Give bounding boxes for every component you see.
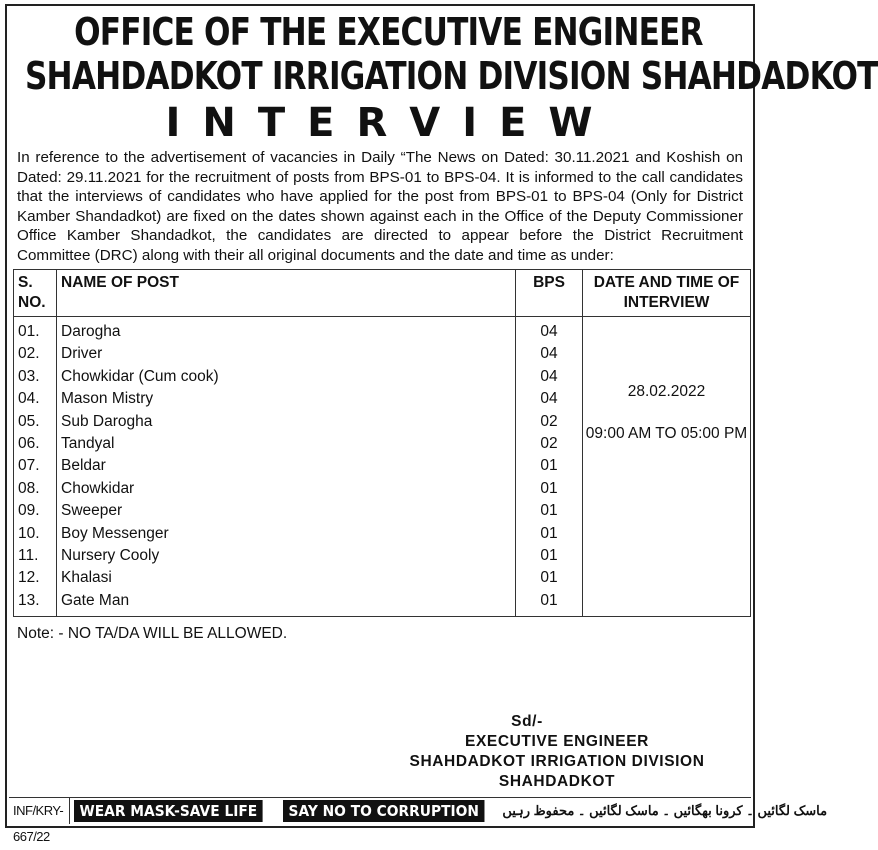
header-sno: S. NO. <box>14 270 57 317</box>
bps-cell: 01 <box>540 479 558 497</box>
bps-cell: 04 <box>540 345 558 363</box>
post-name-cell: Chowkidar (Cum cook) <box>61 367 219 385</box>
signature-location: SHAHDADKOT <box>498 773 616 790</box>
bps-cell: 01 <box>540 502 558 520</box>
office-title: OFFICE OF THE EXECUTIVE ENGINEER <box>74 10 703 54</box>
bps-cell: 01 <box>540 457 558 475</box>
post-name-cell: Sweeper <box>61 502 123 520</box>
post-name-cell: Driver <box>61 345 103 363</box>
bps-cell: 02 <box>540 412 558 430</box>
post-name-cell: Mason Mistry <box>61 390 154 408</box>
bps-cell: 04 <box>540 367 558 385</box>
sno-cell: 01. <box>18 323 40 340</box>
sno-cell: 02. <box>18 345 40 363</box>
interview-schedule-cell <box>583 317 751 617</box>
post-name-cell: Boy Messenger <box>61 524 169 542</box>
slogan-corruption: SAY NO TO CORRUPTION <box>283 800 484 822</box>
sno-cell: 09. <box>18 502 40 520</box>
table-header-row <box>14 270 751 317</box>
post-name-cell: Khalasi <box>61 569 112 587</box>
sno-cell: 12. <box>18 569 40 587</box>
signature-division: SHAHDADKOT IRRIGATION DIVISION <box>409 753 705 770</box>
sno-cell: 03. <box>18 367 40 385</box>
sno-cell: 10. <box>18 524 40 542</box>
post-name-cell: Chowkidar <box>61 479 135 497</box>
sno-cell: 06. <box>18 435 40 453</box>
sno-cell: 07. <box>18 457 40 475</box>
bps-cell: 04 <box>540 390 558 408</box>
urdu-slogan: ماسک لگائیں ۔ کرونا بھگائیں ۔ ماسک لگائیں ۔ محفوظ رہیں <box>502 803 828 818</box>
interview-time: 09:00 AM TO 05:00 PM <box>585 425 748 442</box>
bps-cell: 01 <box>540 591 558 609</box>
sno-cell: 11. <box>18 547 39 565</box>
sno-cell: 04. <box>18 390 40 408</box>
footer-strip <box>9 797 828 844</box>
division-title: SHAHDADKOT IRRIGATION DIVISION SHAHDADKOT <box>24 54 878 98</box>
bps-column <box>516 317 583 617</box>
interview-heading: INTERVIEW <box>165 100 615 146</box>
post-name-cell: Tandyal <box>61 435 115 453</box>
post-name-cell: Beldar <box>61 457 106 475</box>
post-name-cell: Darogha <box>61 323 121 340</box>
advertisement-page <box>5 4 878 844</box>
sno-cell: 08. <box>18 479 40 497</box>
signature-title: EXECUTIVE ENGINEER <box>465 733 649 750</box>
note-text: Note: - NO TA/DA WILL BE ALLOWED. <box>17 625 288 643</box>
sno-column <box>14 317 57 617</box>
sno-cell: 05. <box>18 412 40 430</box>
bps-cell: 01 <box>540 524 558 542</box>
bps-cell: 01 <box>540 547 558 565</box>
signature-sd: Sd/- <box>511 713 543 730</box>
bps-cell: 01 <box>540 569 558 587</box>
header-bps: BPS <box>516 270 583 317</box>
slogan-mask: WEAR MASK-SAVE LIFE <box>74 800 263 822</box>
table-body-row <box>14 317 751 617</box>
post-name-column <box>57 317 516 617</box>
posts-table <box>13 269 751 617</box>
header-name-of-post: NAME OF POST <box>57 270 516 317</box>
body-paragraph: In reference to the advertisement of vacancies in Daily “The News on Dated: 30.11.2021 and Koshish on Dated: 29.11.2021 for the recruitment of posts from BPS-01 to BPS-04. It is informed to the call candidates that the interviews of candidates who have applied for the post from BPS-01 to BPS-04 (Only for District Kamber Shandadkot) are fixed on the dates shown against each in the Office of the Deputy Commissioner Office Kamber Shandadkot, the candidates are directed to appear before the District Recruitment Committee (DRC) along with their all original documents and the date and time as under: <box>17 149 743 264</box>
post-name-cell: Gate Man <box>61 591 130 609</box>
post-name-cell: Nursery Cooly <box>61 547 160 565</box>
post-name-cell: Sub Darogha <box>61 412 153 430</box>
interview-date: 28.02.2022 <box>627 383 706 400</box>
reference-number: INF/KRY-667/22 <box>9 798 70 824</box>
bps-cell: 02 <box>540 435 558 453</box>
bps-cell: 04 <box>540 323 558 340</box>
signature-block <box>367 712 747 792</box>
sno-cell: 13. <box>18 591 40 609</box>
header-date-time: DATE AND TIME OF INTERVIEW <box>583 270 751 317</box>
